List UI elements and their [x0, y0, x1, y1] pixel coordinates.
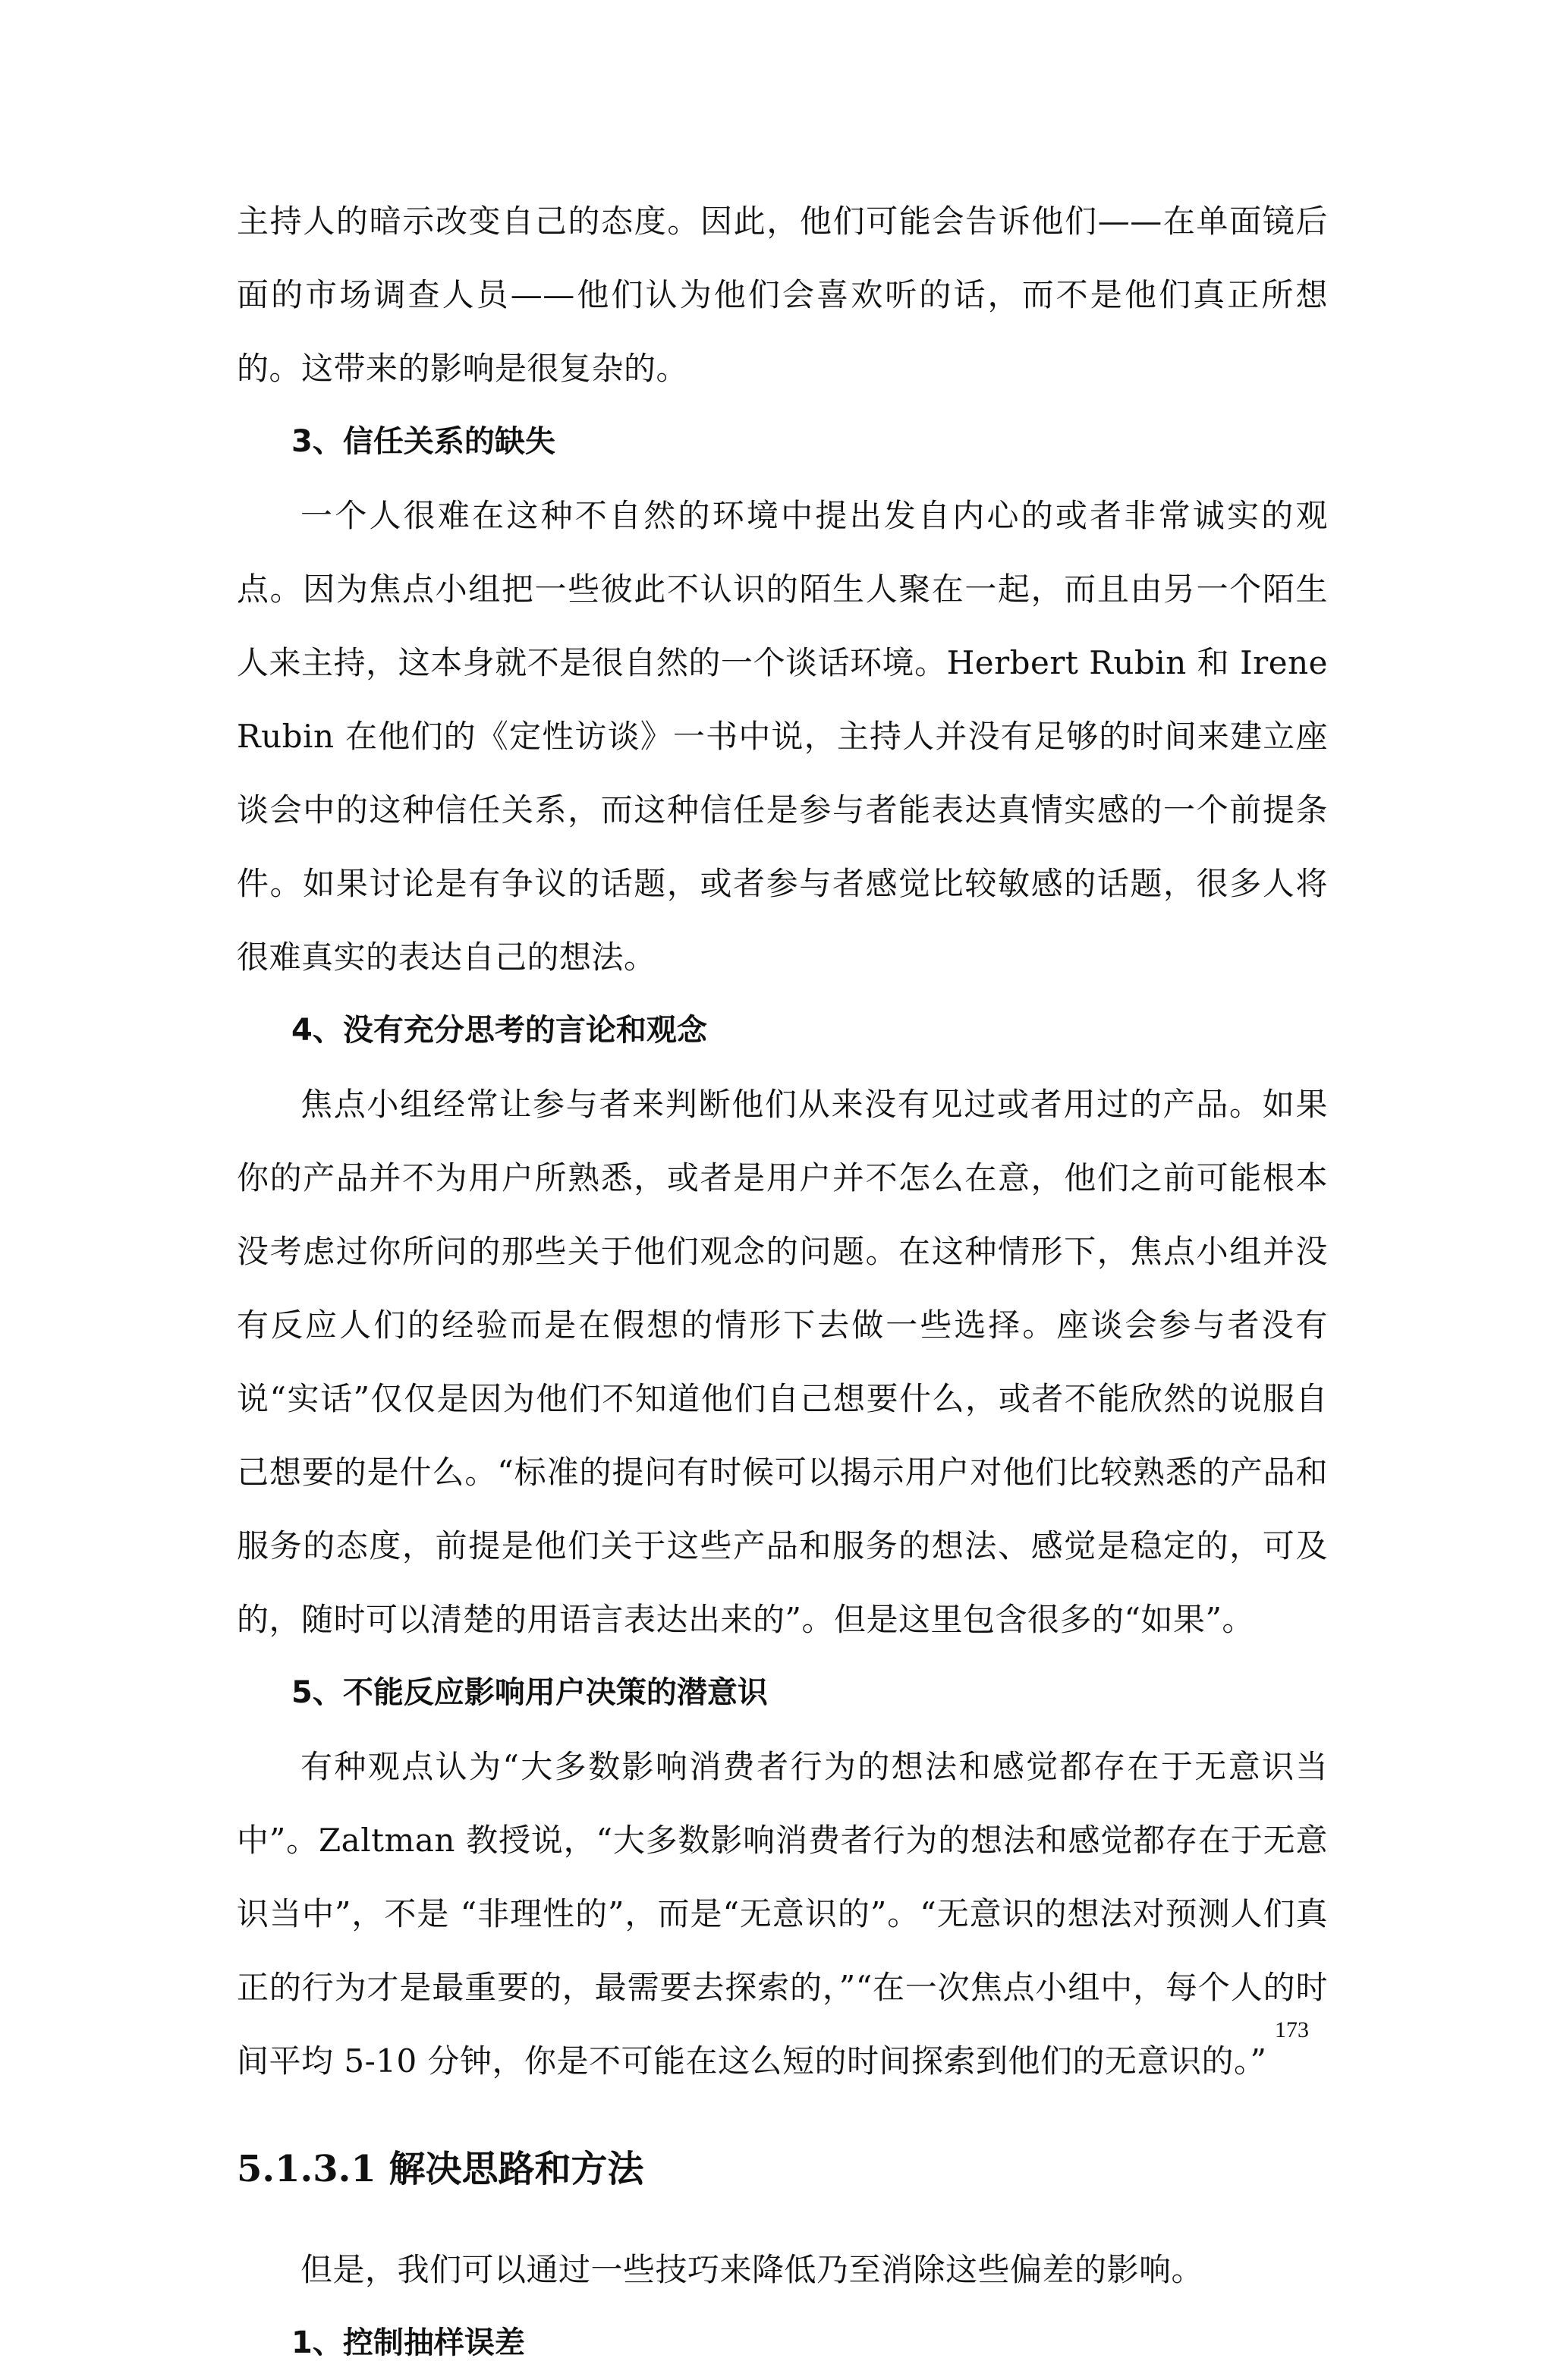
- paragraph-trust: 一个人很难在这种不自然的环境中提出发自内心的或者非常诚实的观点。因为焦点小组把一些彼此不认识的陌生人聚在一起，而且由另一个陌生人来主持，这本身就不是很自然的一个谈话环境。Herbert Rubin 和 Irene Rubin 在他们的《定性访谈》一书中说，主持人并没有足够的时间来建立座谈会中的这种信任关系，而这种信任是参与者能表达真情实感的一个前提条件。如果讨论是有争议的话题，或者参与者感觉比较敏感的话题，很多人将很难真实的表达自己的想法。: [237, 497, 1328, 976]
- section-title: 5.1.3.1 解决思路和方法: [237, 2148, 644, 2190]
- heading-sampling-error: 1、控制抽样误差: [291, 2325, 525, 2360]
- heading-subconscious: 5、不能反应影响用户决策的潜意识: [291, 1675, 768, 1710]
- paragraph-solution-intro: 但是，我们可以通过一些技巧来降低乃至消除这些偏差的影响。: [300, 2251, 1204, 2288]
- paragraph-thinking: 焦点小组经常让参与者来判断他们从来没有见过或者用过的产品。如果你的产品并不为用户所熟悉，或者是用户并不怎么在意，他们之前可能根本没考虑过你所问的那些关于他们观念的问题。在这种情形下，焦点小组并没有反应人们的经验而是在假想的情形下去做一些选择。座谈会参与者没有说“实话”仅仅是因为他们不知道他们自己想要什么，或者不能欣然的说服自己想要的是什么。“标准的提问有时候可以揭示用户对他们比较熟悉的产品和服务的态度，前提是他们关于这些产品和服务的想法、感觉是稳定的，可及的，随时可以清楚的用语言表达出来的”。但是这里包含很多的“如果”。: [237, 1086, 1328, 1638]
- paragraph-subconscious: 有种观点认为“大多数影响消费者行为的想法和感觉都存在于无意识当中”。Zaltman 教授说，“大多数影响消费者行为的想法和感觉都存在于无意识当中”，不是 “非理性的”，而是“无意识的”。“无意识的想法对预测人们真正的行为才是最重要的，最需要去探索的，”“在一次焦点小组中，每个人的时间平均 5-10 分钟，你是不可能在这么短的时间探索到他们的无意识的。”: [237, 1748, 1328, 2080]
- heading-trust-lack: 3、信任关系的缺失: [291, 424, 555, 459]
- page-number: 173: [1275, 2017, 1309, 2042]
- document-page: [237, 0, 1328, 2360]
- paragraph-moderator-influence: 主持人的暗示改变自己的态度。因此，他们可能会告诉他们——在单面镜后面的市场调查人员——他们认为他们会喜欢听的话，而不是他们真正所想的。这带来的影响是很复杂的。: [237, 203, 1328, 387]
- heading-insufficient-thinking: 4、没有充分思考的言论和观念: [291, 1013, 707, 1048]
